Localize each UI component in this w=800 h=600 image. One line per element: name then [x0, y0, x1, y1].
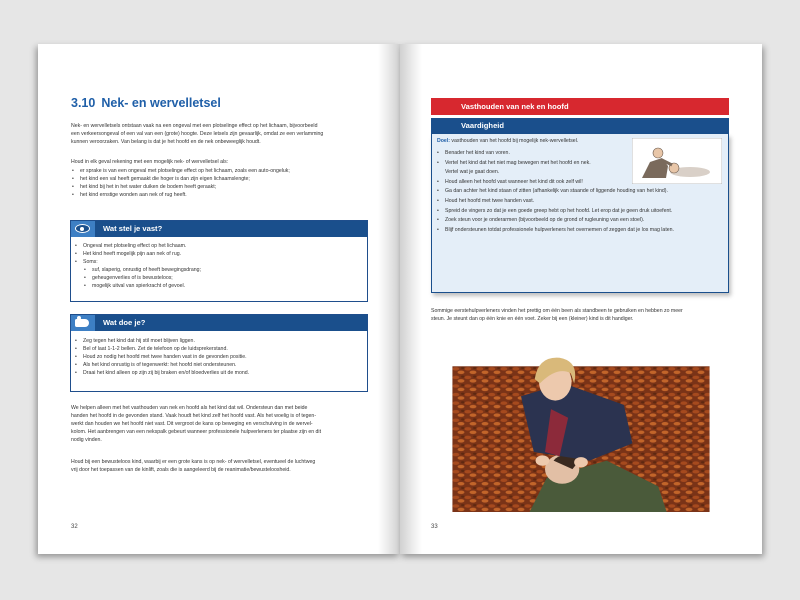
list-item: • Houd het hoofd met twee handen vast.: [436, 197, 674, 207]
list-item: • er sprake is van een ongeval met plotselinge effect op het lichaam, zoals een auto-ongeluk;: [71, 167, 290, 175]
paragraph-line: werkt dan houden we het hoofd niet vast. Dit vergroot de kans op beweging en verschuiving in de wervel-: [71, 421, 313, 427]
paragraph-line: We helpen alleen met het vasthouden van nek en hoofd als het kind dat wil. Ondersteun dan met beide: [71, 405, 308, 411]
list-subitem: • geheugenverlies of is bewusteloos;: [74, 274, 201, 282]
icon-frame: [71, 221, 95, 237]
doel-label: Doel:: [437, 138, 450, 144]
section-number: 3.10: [71, 96, 96, 110]
paragraph-vasthouden: [71, 404, 321, 444]
box-header: [71, 315, 367, 331]
paragraph-line: steun. Je steunt dan op één knie en één voet. Zeker bij een (kleiner) kind is dit handiger.: [431, 316, 634, 322]
section-bar-red: [431, 98, 729, 115]
list-item: • Draai het kind alleen op zijn zij bij braken en/of bloedverlies uit de mond.: [74, 369, 249, 377]
box-list: [74, 242, 201, 291]
woman-hand-right: [574, 457, 588, 467]
list-item: • Houd zo nodig het hoofd met twee handen vast in de gevonden positie.: [74, 353, 249, 361]
paragraph-bewusteloos: [71, 458, 315, 474]
wat-stel-je-vast-box: [70, 220, 368, 302]
paragraph-standbeen: [431, 307, 683, 323]
rekening-intro: Houd in elk geval rekening met een mogelijk nek- of wervelletsel als:: [71, 159, 229, 165]
list-item: • Het kind heeft mogelijk pijn aan nek of rug.: [74, 250, 201, 258]
bar-title: Vasthouden van nek en hoofd: [461, 102, 569, 111]
paragraph-line: Sommige eerstehulpverleners vinden het prettig om één been als standbeen te gebruiken en hebben zo meer: [431, 308, 683, 314]
list-subitem: • mogelijk uitval van spierkracht of gevoel.: [74, 282, 201, 290]
photo-woman-holding-child-head: [431, 332, 731, 512]
doel-line: [437, 137, 578, 145]
box-header: [71, 221, 367, 237]
intro-line: kunnen veroorzaken. Van belang is dat je het hoofd en de nek onbeweeglijk houdt.: [71, 139, 261, 145]
eye-icon: [75, 224, 90, 233]
box-list: [74, 337, 249, 377]
rekening-list: [71, 167, 290, 199]
paragraph-line: handen het hoofd in de gevonden stand. Vaak houdt het kind zelf het hoofd vast. Als het woelig is of tegen-: [71, 413, 317, 419]
list-item: • Spreid de vingers zo dat je een goede greep hebt op het hoofd. Let erop dat je geen druk uitoefent.: [436, 207, 674, 217]
list-item: • Vertel het kind dat het niet mag bewegen met het hoofd en nek.: [436, 159, 674, 169]
paragraph-line: vrij door het toepassen van de kinlift, zoals die is aangeleerd bij de reanimatie/bewusteloosheid.: [71, 467, 291, 473]
list-item: • Ga dan achter het kind staan of zitten (afhankelijk van staande of liggende houding van het kind).: [436, 187, 674, 197]
paragraph-line: nodig vinden.: [71, 437, 102, 443]
list-item: • Bel of laat 1-1-2 bellen. Zet de telefoon op de luidsprekerstand.: [74, 345, 249, 353]
right-page: [400, 44, 762, 554]
list-item: • het kind bij het in het water duiken de bodem heeft geraakt;: [71, 183, 290, 191]
list-item: • Blijf ondersteunen totdat professionele hulpverleners het overnemen of zeggen dat je los mag laten.: [436, 226, 674, 236]
box-title: Wat doe je?: [103, 318, 146, 327]
bar-title: Vaardigheid: [461, 121, 505, 130]
wat-doe-je-box: [70, 314, 368, 392]
list-item: • het kind ernstige wonden aan nek of rug heeft.: [71, 191, 290, 199]
list-item: • Zeg tegen het kind dat hij stil moet blijven liggen.: [74, 337, 249, 345]
hand-icon: [75, 319, 89, 327]
paragraph-line: Houd bij een bewusteloos kind, waarbij er een grote kans is op nek- of wervelletsel, eventueel de luchtweg: [71, 459, 316, 465]
paragraph-line: kolom. Het aanbrengen van een nekspalk gebeurt wanneer professionele hulpverleners ter plaatse zijn en dit: [71, 429, 322, 435]
skill-box: [431, 134, 729, 293]
list-item: • het kind een val heeft gemaakt die hoger is dan zijn eigen lichaamslengte;: [71, 175, 290, 183]
list-item: • Houd alleen het hoofd vast wanneer het kind dit ook zelf wil!: [436, 178, 674, 188]
intro-line: een verkeersongeval of een val van een (grote) hoogte. Deze letsels zijn gevaarlijk, omdat ze een verlamming: [71, 131, 324, 137]
list-item: • Als het kind onrustig is of tegenwerkt: het hoofd niet ondersteunen.: [74, 361, 249, 369]
section-title: Nek- en wervelletsel: [101, 96, 221, 110]
list-item: • Ongeval met plotseling effect op het lichaam.: [74, 242, 201, 250]
left-page: [38, 44, 400, 554]
woman-hand-left: [536, 455, 550, 465]
list-item: • Benader het kind van voren.: [436, 149, 674, 159]
list-subitem: • suf, slaperig, onrustig of heeft bewegingsdrang;: [74, 266, 201, 274]
page-number: 33: [431, 524, 438, 530]
intro-line: Nek- en wervelletsels ontstaan vaak na een ongeval met een plotselinge effect op het lichaam, bijvoorbeeld: [71, 123, 318, 129]
list-item-continuation: Vertel wat je gaat doen.: [445, 169, 500, 176]
intro-paragraph: [71, 122, 323, 146]
section-heading: [71, 96, 221, 110]
list-item: • Soms:: [74, 258, 201, 266]
list-item: • Zoek steun voor je onderarmen (bijvoorbeeld op de grond of rugleuning van een stoel).: [436, 216, 674, 226]
icon-frame: [71, 315, 95, 331]
box-title: Wat stel je vast?: [103, 224, 163, 233]
skill-list: [436, 149, 674, 235]
doel-text: vasthouden van het hoofd bij mogelijk nek-wervelletsel.: [449, 138, 579, 144]
page-number: 32: [71, 524, 78, 530]
section-bar-blue: [431, 118, 729, 134]
